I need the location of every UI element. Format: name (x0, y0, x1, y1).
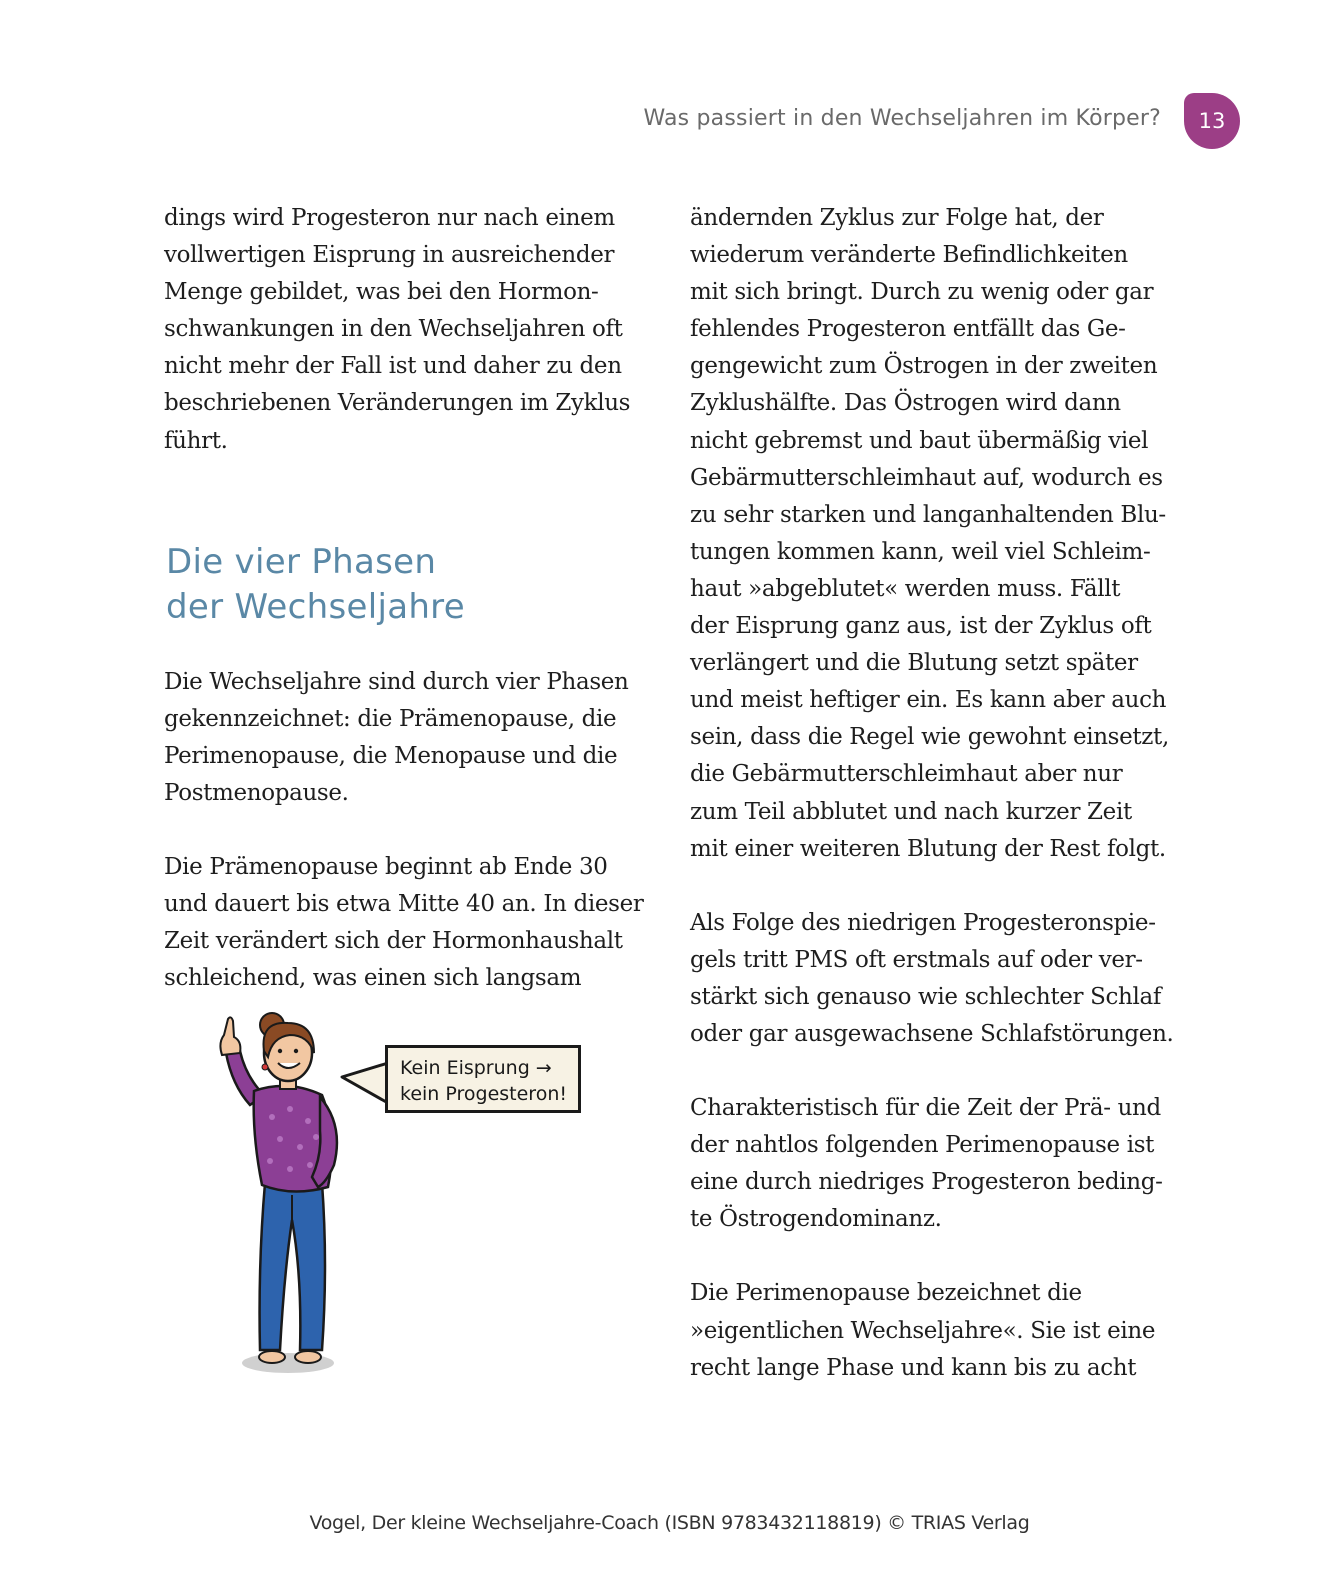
text-line: schleichend, was einen sich langsam (164, 965, 582, 992)
text-line: führt. (164, 427, 228, 454)
text-line: fehlendes Progesteron entfällt das Ge- (690, 316, 1126, 343)
pointing-hand (220, 1017, 240, 1055)
text-line: gengewicht zum Östrogen in der zweiten (690, 353, 1158, 380)
text-line: sein, dass die Regel wie gewohnt einsetzt, (690, 724, 1169, 751)
text-line: Postmenopause. (164, 779, 349, 806)
text-line: verlängert und die Blutung setzt später (690, 650, 1138, 677)
text-line: wiederum veränderte Befindlichkeiten (690, 242, 1128, 269)
left-column (164, 200, 644, 997)
text-line: zum Teil abblutet und nach kurzer Zeit (690, 798, 1132, 825)
perimenopause-paragraph (690, 1275, 1165, 1386)
text-line: Die Wechseljahre sind durch vier Phasen (164, 668, 629, 695)
text-line: Gebärmutterschleimhaut auf, wodurch es (690, 464, 1163, 491)
text-line: Die Perimenopause bezeichnet die (690, 1280, 1082, 1307)
text-line: stärkt sich genauso wie schlechter Schlaf (690, 983, 1162, 1010)
text-line: haut »abgeblutet« werden muss. Fällt (690, 575, 1121, 602)
text-line: »eigentlichen Wechseljahre«. Sie ist eine (690, 1317, 1156, 1344)
text-line: mit sich bringt. Durch zu wenig oder gar (690, 279, 1154, 306)
premenopause-paragraph (164, 849, 644, 997)
text-line: gekennzeichnet: die Prämenopause, die (164, 705, 617, 732)
right-column (690, 200, 1174, 1387)
cycle-paragraph (690, 200, 1169, 868)
text-line: und meist heftiger ein. Es kann aber auch (690, 687, 1167, 714)
text-line: vollwertigen Eisprung in ausreichender (164, 242, 615, 269)
text-line: eine durch niedriges Progesteron beding- (690, 1169, 1163, 1196)
text-line: tungen kommen kann, weil viel Schleim- (690, 538, 1151, 565)
estrogen-dominance-paragraph (690, 1090, 1165, 1238)
text-line: oder gar ausgewachsene Schlafstörungen. (690, 1020, 1174, 1047)
page-number-badge: 13 (1184, 93, 1240, 149)
text-line: Perimenopause, die Menopause und die (164, 742, 618, 769)
text-line: dings wird Progesteron nur nach einem (164, 205, 615, 231)
text-line: Charakteristisch für die Zeit der Prä- und (690, 1095, 1161, 1122)
text-line: Als Folge des niedrigen Progesteronspie- (690, 909, 1156, 936)
text-line: Zeit verändert sich der Hormonhaushalt (164, 928, 623, 955)
text-line: der Eisprung ganz aus, ist der Zyklus oft (690, 613, 1152, 640)
text-line: und dauert bis etwa Mitte 40 an. In dieser (164, 891, 644, 918)
text-line: beschriebenen Veränderungen im Zyklus (164, 390, 631, 417)
pms-paragraph (690, 905, 1174, 1053)
text-line: nicht gebremst und baut übermäßig viel (690, 427, 1149, 454)
text-line: Zyklushälfte. Das Östrogen wird dann (690, 390, 1121, 417)
speech-bubble-tail (342, 1063, 388, 1103)
text-line: te Östrogendominanz. (690, 1206, 942, 1233)
section-heading (166, 540, 644, 630)
phases-paragraph (164, 664, 644, 812)
text-line: gels tritt PMS oft erstmals auf oder ver- (690, 946, 1143, 973)
text-line: ändernden Zyklus zur Folge hat, der (690, 205, 1104, 231)
text-line: schwankungen in den Wechseljahren oft (164, 316, 623, 343)
text-line: Die Prämenopause beginnt ab Ende 30 (164, 854, 608, 881)
bubble-line: kein Progesteron! (400, 1083, 567, 1105)
right-foot (295, 1351, 321, 1363)
heading-line: der Wechseljahre (166, 586, 465, 627)
text-line: der nahtlos folgenden Perimenopause ist (690, 1132, 1155, 1159)
text-line: die Gebärmutterschleimhaut aber nur (690, 761, 1123, 788)
intro-paragraph (164, 200, 644, 460)
heading-line: Die vier Phasen (166, 541, 437, 582)
left-foot (259, 1351, 285, 1363)
text-line: nicht mehr der Fall ist und daher zu den (164, 353, 622, 380)
speech-bubble (385, 1045, 581, 1113)
running-header-title: Was passiert in den Wechseljahren im Körper? (643, 106, 1161, 131)
text-line: mit einer weiteren Blutung der Rest folgt. (690, 835, 1166, 862)
text-line: Menge gebildet, was bei den Hormon- (164, 279, 599, 306)
text-line: recht lange Phase und kann bis zu acht (690, 1354, 1137, 1381)
text-line: zu sehr starken und langanhaltenden Blu- (690, 501, 1166, 528)
bubble-line: Kein Eisprung → (400, 1057, 552, 1079)
footer-citation: Vogel, Der kleine Wechseljahre-Coach (ISBN 9783432118819) © TRIAS Verlag (309, 1512, 1030, 1534)
